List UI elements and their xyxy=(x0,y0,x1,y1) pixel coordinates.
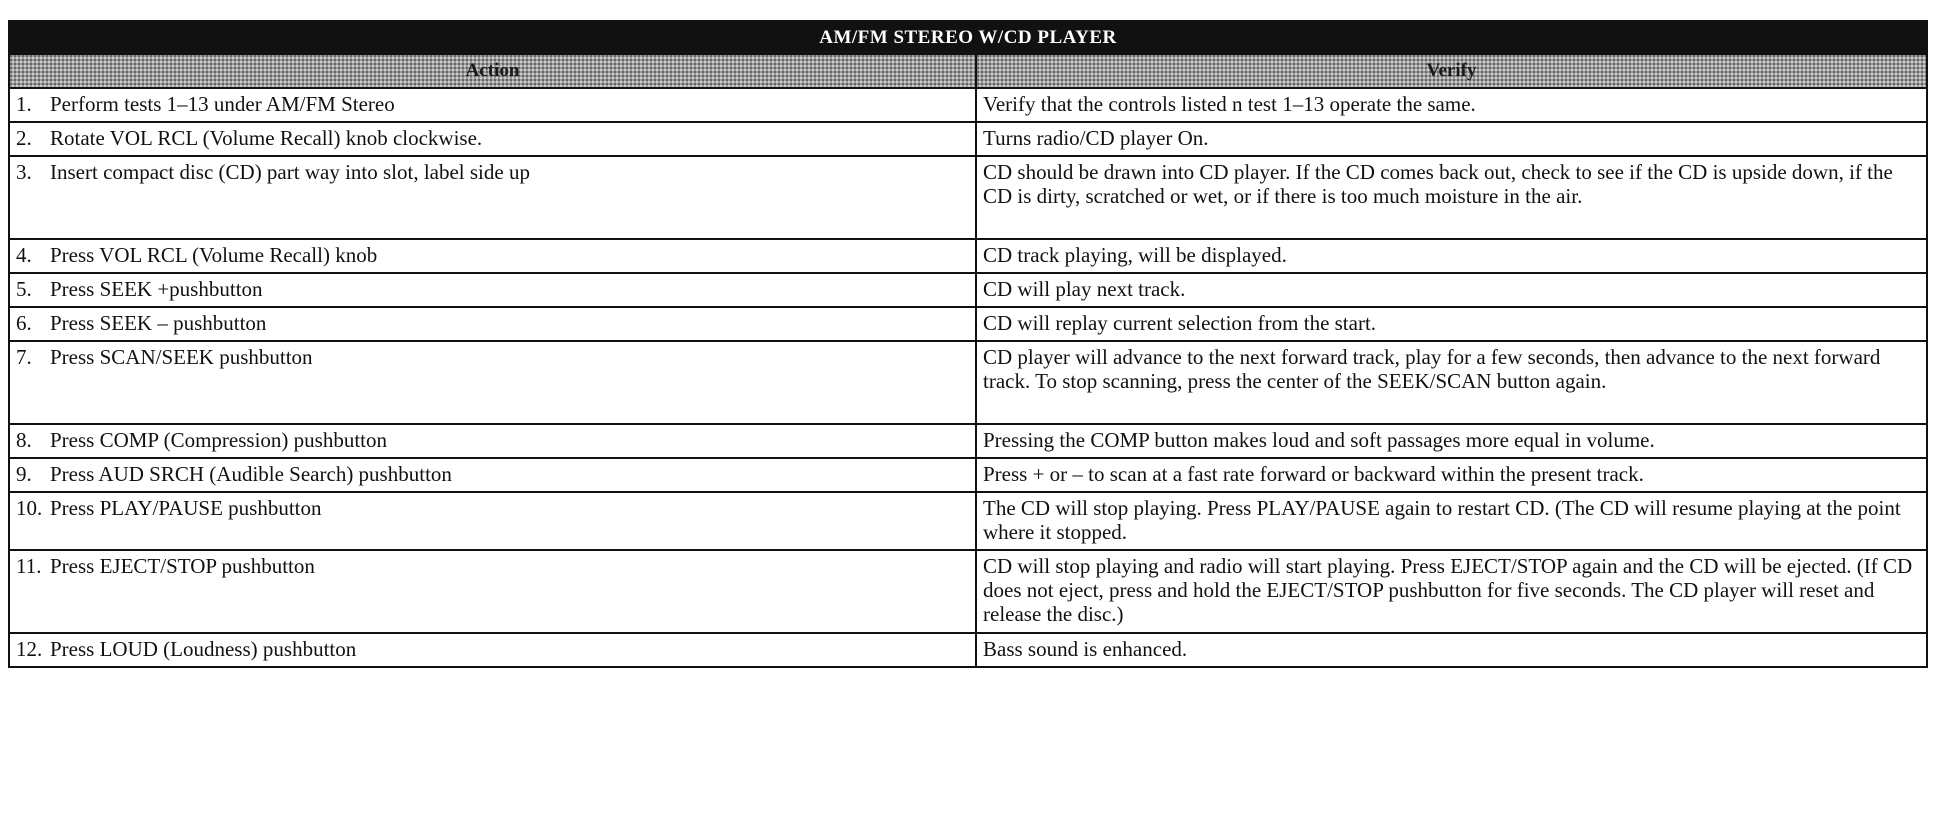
verify-column-header: Verify xyxy=(976,54,1927,88)
action-text: Press LOUD (Loudness) pushbutton xyxy=(50,637,357,661)
table-row xyxy=(9,239,1927,273)
verify-cell: Pressing the COMP button makes loud and soft passages more equal in volume. xyxy=(976,424,1927,458)
verify-cell: CD will replay current selection from the start. xyxy=(976,307,1927,341)
verify-cell: CD will stop playing and radio will start playing. Press EJECT/STOP again and the CD will be ejected. (If CD does not eject, press and hold the EJECT/STOP pushbutton for five seconds. The CD player will reset and release the disc.) xyxy=(976,550,1927,633)
test-procedure-table xyxy=(8,20,1928,668)
table-row xyxy=(9,156,1927,239)
action-text: Press AUD SRCH (Audible Search) pushbutton xyxy=(50,462,452,486)
step-number: 2. xyxy=(16,126,32,150)
action-text: Press VOL RCL (Volume Recall) knob xyxy=(50,243,378,267)
action-text: Press EJECT/STOP pushbutton xyxy=(50,554,315,578)
verify-cell: Bass sound is enhanced. xyxy=(976,633,1927,667)
action-cell xyxy=(9,424,976,458)
table-row xyxy=(9,341,1927,424)
action-cell xyxy=(9,307,976,341)
action-text: Press PLAY/PAUSE pushbutton xyxy=(50,496,322,520)
step-number: 10. xyxy=(16,496,43,520)
step-number: 5. xyxy=(16,277,32,301)
action-cell xyxy=(9,156,976,239)
step-number: 4. xyxy=(16,243,32,267)
verify-cell: The CD will stop playing. Press PLAY/PAUSE again to restart CD. (The CD will resume playing at the point where it stopped. xyxy=(976,492,1927,550)
action-text: Perform tests 1–13 under AM/FM Stereo xyxy=(50,92,395,116)
action-text: Press SCAN/SEEK pushbutton xyxy=(50,345,313,369)
verify-cell: CD should be drawn into CD player. If the CD comes back out, check to see if the CD is upside down, if the CD is dirty, scratched or wet, or if there is too much moisture in the air. xyxy=(976,156,1927,239)
verify-cell: Verify that the controls listed n test 1–13 operate the same. xyxy=(976,88,1927,122)
action-text: Rotate VOL RCL (Volume Recall) knob clockwise. xyxy=(50,126,483,150)
table-row xyxy=(9,122,1927,156)
table-row xyxy=(9,633,1927,667)
verify-cell: Turns radio/CD player On. xyxy=(976,122,1927,156)
step-number: 12. xyxy=(16,637,43,661)
action-cell xyxy=(9,341,976,424)
table-row xyxy=(9,424,1927,458)
table-row xyxy=(9,550,1927,633)
action-text: Press SEEK – pushbutton xyxy=(50,311,267,335)
action-cell xyxy=(9,239,976,273)
table-title-row xyxy=(9,21,1927,54)
step-number: 7. xyxy=(16,345,32,369)
action-text: Press SEEK +pushbutton xyxy=(50,277,263,301)
step-number: 11. xyxy=(16,554,42,578)
action-text: Insert compact disc (CD) part way into slot, label side up xyxy=(50,160,530,184)
table-row xyxy=(9,492,1927,550)
verify-cell: CD will play next track. xyxy=(976,273,1927,307)
action-cell xyxy=(9,633,976,667)
step-number: 1. xyxy=(16,92,32,116)
step-number: 6. xyxy=(16,311,32,335)
step-number: 8. xyxy=(16,428,32,452)
action-cell xyxy=(9,273,976,307)
action-text: Press COMP (Compression) pushbutton xyxy=(50,428,387,452)
table-row xyxy=(9,458,1927,492)
action-cell xyxy=(9,550,976,633)
verify-cell: Press + or – to scan at a fast rate forward or backward within the present track. xyxy=(976,458,1927,492)
action-cell xyxy=(9,492,976,550)
verify-cell: CD track playing, will be displayed. xyxy=(976,239,1927,273)
step-number: 3. xyxy=(16,160,32,184)
table-title: AM/FM STEREO W/CD PLAYER xyxy=(9,21,1927,54)
column-header-row xyxy=(9,54,1927,88)
step-number: 9. xyxy=(16,462,32,486)
table-row xyxy=(9,273,1927,307)
action-cell xyxy=(9,458,976,492)
action-cell xyxy=(9,122,976,156)
verify-cell: CD player will advance to the next forward track, play for a few seconds, then advance to the next forward track. To stop scanning, press the center of the SEEK/SCAN button again. xyxy=(976,341,1927,424)
table-row xyxy=(9,307,1927,341)
action-cell xyxy=(9,88,976,122)
action-column-header: Action xyxy=(9,54,976,88)
table-row xyxy=(9,88,1927,122)
